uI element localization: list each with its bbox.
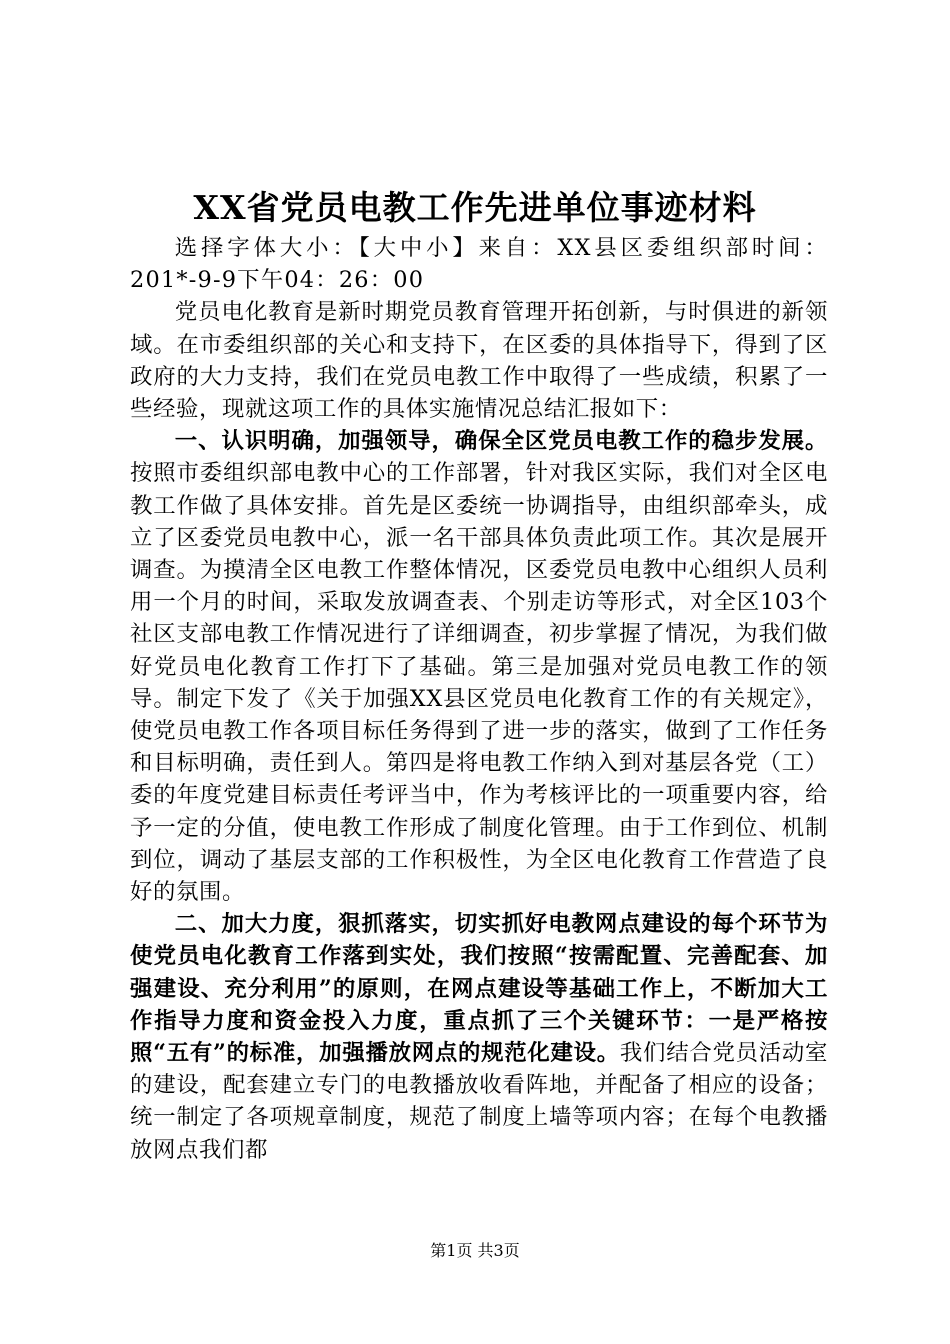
- section-1-heading: 一、认识明确，加强领导，确保全区党员电教工作的稳步发展。: [174, 428, 828, 455]
- section-2-paragraph: [130, 908, 828, 1166]
- intro-paragraph: 党员电化教育是新时期党员教育管理开拓创新，与时俱进的新领域。在市委组织部的关心和支持下，在区委的具体指导下，得到了区政府的大力支持，我们在党员电教工作中取得了一些成绩，积累了一些经验，现就这项工作的具体实施情况总结汇报如下：: [130, 299, 828, 423]
- section-1-body: 按照市委组织部电教中心的工作部署，针对我区实际，我们对全区电教工作做了具体安排。首先是区委统一协调指导，由组织部牵头，成立了区委党员电教中心，派一名干部具体负责此项工作。其次是展开调查。为摸清全区电教工作整体情况，区委党员电教中心组织人员利用一个月的时间，采取发放调查表、个别走访等形式，对全区103个社区支部电教工作情况进行了详细调查，初步掌握了情况，为我们做好党员电化教育工作打下了基础。第三是加强对党员电教工作的领导。制定下发了《关于加强XX县区党员电化教育工作的有关规定》，使党员电教工作各项目标任务得到了进一步的落实，做到了工作任务和目标明确，责任到人。第四是将电教工作纳入到对基层各党（工）委的年度党建目标责任考评当中，作为考核评比的一项重要内容，给予一定的分值，使电教工作形成了制度化管理。由于工作到位、机制到位，调动了基层支部的工作积极性，为全区电化教育工作营造了良好的氛围。: [130, 460, 828, 906]
- section-2-body: 我们结合党员活动室的建设，配套建立专门的电教播放收看阵地，并配备了相应的设备；统一制定了各项规章制度，规范了制度上墙等项内容；在每个电教播放网点我们都: [130, 1040, 828, 1163]
- meta-line: 选择字体大小：【大中小】来自：XX县区委组织部时间：201*-9-9下午04：26：00: [130, 235, 828, 294]
- page-number: 第1页 共3页: [430, 1241, 520, 1260]
- document-title: XX省党员电教工作先进单位事迹材料: [193, 188, 757, 227]
- document-body: [130, 232, 828, 1166]
- section-2-heading: 二、加大力度，狠抓落实，切实抓好电教网点建设的每个环节为使党员电化教育工作落到实处，我们按照“按需配置、完善配套、加强建设、充分利用”的原则，在网点建设等基础工作上，不断加大工作指导力度和资金投入力度，重点抓了三个关键环节：一是严格按照“五有”的标准，加强播放网点的规范化建设。: [130, 911, 828, 1067]
- section-1-paragraph: [130, 425, 828, 908]
